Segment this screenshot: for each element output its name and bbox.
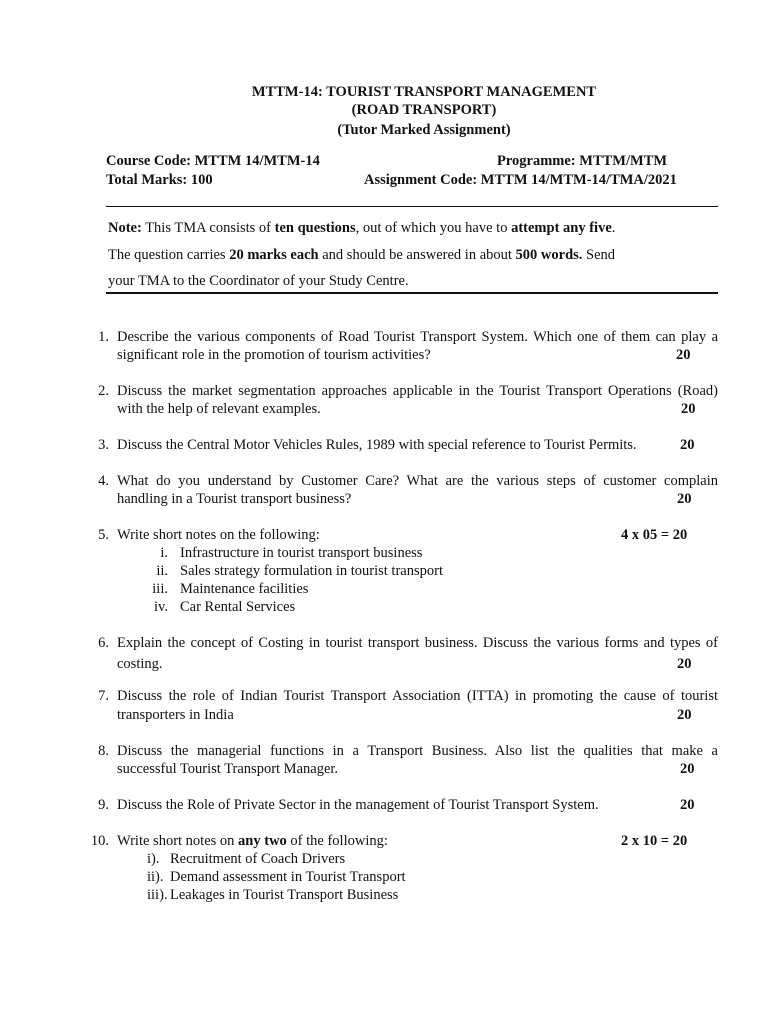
- sub-item-number: iv.: [154, 599, 168, 615]
- question-number: 1.: [98, 329, 109, 345]
- question-text: Discuss the Role of Private Sector in the management of Tourist Transport System.: [117, 797, 599, 813]
- note-emphasis: 500 words.: [515, 247, 583, 263]
- question-text: Explain the concept of Costing in tourist transport business. Discuss the various forms and types of: [117, 635, 718, 651]
- question-text: Discuss the role of Indian Tourist Transport Association (ITTA) in promoting the cause of tourist: [117, 688, 718, 704]
- sub-item-number: iii).: [147, 887, 168, 903]
- question-text: Write short notes on the following:: [117, 527, 320, 543]
- question-text: successful Tourist Transport Manager.: [117, 761, 339, 777]
- question-marks: 4 x 05 = 20: [621, 527, 688, 543]
- document-title: MTTM-14: TOURIST TRANSPORT MANAGEMENT: [251, 84, 597, 100]
- question-number: 2.: [98, 383, 109, 399]
- question-marks: 20: [680, 797, 695, 813]
- question-number: 8.: [98, 743, 109, 759]
- question-marks: 20: [681, 401, 696, 417]
- sub-item-text: Sales strategy formulation in tourist transport: [180, 563, 443, 579]
- question-text: handling in a Tourist transport business?: [117, 491, 352, 507]
- divider-top: [106, 206, 718, 207]
- note-text: , out of which you have to: [355, 220, 512, 236]
- question-text: transporters in India: [117, 707, 234, 723]
- question-text: What do you understand by Customer Care? What are the various steps of customer complain: [117, 473, 718, 489]
- question-number: 3.: [98, 437, 109, 453]
- question-text: costing.: [117, 656, 163, 672]
- sub-item-text: Recruitment of Coach Drivers: [170, 851, 346, 867]
- sub-item-number: ii).: [147, 869, 164, 885]
- question-text: significant role in the promotion of tourism activities?: [117, 347, 431, 363]
- question-number: 4.: [98, 473, 109, 489]
- question-text: Discuss the Central Motor Vehicles Rules, 1989 with special reference to Tourist Permits.: [117, 437, 637, 453]
- sub-item-text: Leakages in Tourist Transport Business: [170, 887, 399, 903]
- question-marks: 20: [677, 707, 692, 723]
- total-marks: Total Marks: 100: [106, 172, 213, 188]
- document-subtitle: (ROAD TRANSPORT): [351, 102, 497, 118]
- question-marks: 20: [676, 347, 691, 363]
- note-text: The question carries: [108, 247, 230, 263]
- note-label: Note:: [108, 220, 142, 236]
- note-text: and should be answered in about: [318, 247, 516, 263]
- sub-item-text: Maintenance facilities: [180, 581, 309, 597]
- question-text-part: Write short notes on: [117, 833, 239, 849]
- question-marks: 20: [677, 656, 692, 672]
- question-text-part: of the following:: [286, 833, 388, 849]
- question-text: with the help of relevant examples.: [117, 401, 321, 417]
- note-text: This TMA consists of: [141, 220, 275, 236]
- question-text: [117, 833, 388, 850]
- question-marks: 20: [677, 491, 692, 507]
- question-text: Discuss the market segmentation approaches applicable in the Tourist Transport Operations (Road): [117, 383, 718, 399]
- sub-item-number: iii.: [152, 581, 168, 597]
- course-code: Course Code: MTTM 14/MTM-14: [106, 153, 320, 169]
- question-number: 7.: [98, 688, 109, 704]
- note-line-2: [108, 247, 615, 264]
- question-number: 5.: [98, 527, 109, 543]
- question-number: 9.: [98, 797, 109, 813]
- note-line-1: [108, 220, 615, 237]
- question-number: 10.: [90, 833, 109, 849]
- programme: Programme: MTTM/MTM: [497, 153, 668, 169]
- note-text: .: [611, 220, 616, 236]
- note-emphasis: attempt any five: [511, 220, 612, 236]
- question-marks: 2 x 10 = 20: [621, 833, 688, 849]
- question-marks: 20: [680, 761, 695, 777]
- sub-item-text: Car Rental Services: [180, 599, 296, 615]
- sub-item-number: i).: [147, 851, 160, 867]
- assignment-code: Assignment Code: MTTM 14/MTM-14/TMA/2021: [364, 172, 677, 188]
- document-type: (Tutor Marked Assignment): [337, 122, 511, 138]
- note-line-3: your TMA to the Coordinator of your Study Centre.: [108, 273, 409, 289]
- sub-item-number: ii.: [156, 563, 168, 579]
- sub-item-text: Demand assessment in Tourist Transport: [170, 869, 406, 885]
- divider-bottom: [106, 292, 718, 294]
- note-emphasis: ten questions: [274, 220, 356, 236]
- question-marks: 20: [680, 437, 695, 453]
- sub-item-text: Infrastructure in tourist transport business: [180, 545, 423, 561]
- sub-item-number: i.: [160, 545, 168, 561]
- note-emphasis: 20 marks each: [229, 247, 319, 263]
- note-text: Send: [582, 247, 616, 263]
- question-number: 6.: [98, 635, 109, 651]
- question-emphasis: any two: [238, 833, 287, 849]
- question-text: Discuss the managerial functions in a Transport Business. Also list the qualities that make a: [117, 743, 718, 759]
- question-text: Describe the various components of Road Tourist Transport System. Which one of them can play a: [117, 329, 718, 345]
